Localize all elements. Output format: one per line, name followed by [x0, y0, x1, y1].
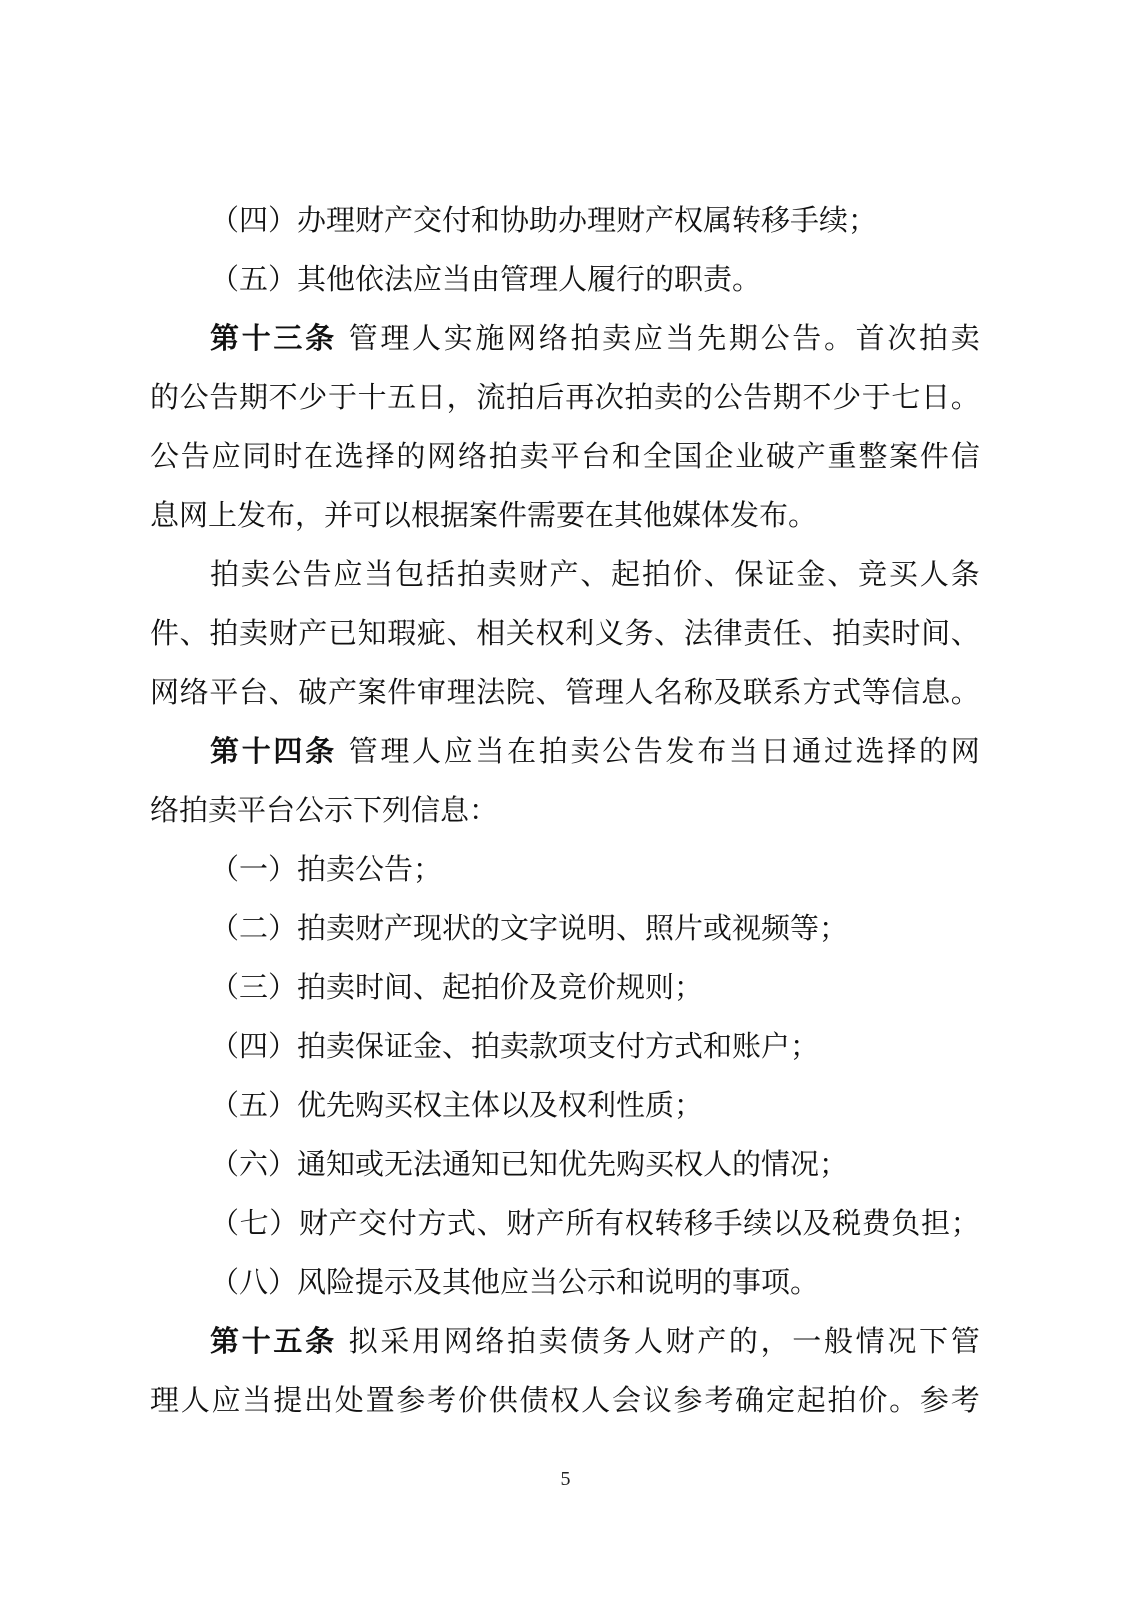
line-text: （五）其他依法应当由管理人履行的职责。 [210, 262, 762, 296]
line-text: （四）拍卖保证金、拍卖款项支付方式和账户； [210, 1029, 820, 1063]
text-line: 拍 卖 公 告 应 当 包 括 拍 卖 财 产 、 起 拍 价 、 保 证 金 、 竞 买 人 条 [210, 557, 980, 591]
line-text: （四）办理财产交付和协助办理财产权属转移手续； [210, 203, 878, 237]
text-line [210, 908, 980, 948]
text-line: 件 、 拍 卖 财 产 已 知 瑕 疵 、 相 关 权 利 义 务 、 法 律 责 任 、 拍 卖 时 间 、 [150, 616, 980, 650]
text-line [210, 259, 980, 299]
line-text: （一）拍卖公告； [210, 852, 443, 886]
text-line [210, 200, 980, 240]
page-number: 5 [560, 1468, 571, 1490]
text-line: 第 十 五 条 拟 采 用 网 络 拍 卖 债 务 人 财 产 的 ， 一 般 情 况 下 管 [210, 1324, 980, 1358]
text-line: （ 七 ） 财 产 交 付 方 式 、 财 产 所 有 权 转 移 手 续 以 及 税 费 负 担 ； [210, 1206, 980, 1240]
text-line [210, 967, 980, 1007]
text-line [150, 495, 980, 535]
text-line: 理 人 应 当 提 出 处 置 参 考 价 供 债 权 人 会 议 参 考 确 定 起 拍 价 。 参 考 [150, 1383, 980, 1417]
line-text: 络拍卖平台公示下列信息： [150, 793, 499, 827]
text-line: 第 十 四 条 管 理 人 应 当 在 拍 卖 公 告 发 布 当 日 通 过 选 择 的 网 [210, 734, 980, 768]
line-text: （八）风险提示及其他应当公示和说明的事项。 [210, 1265, 820, 1299]
text-line [210, 1026, 980, 1066]
text-line: 第 十 三 条 管 理 人 实 施 网 络 拍 卖 应 当 先 期 公 告 。 首 次 拍 卖 [210, 321, 980, 355]
text-line: 的 公 告 期 不 少 于 十 五 日 ， 流 拍 后 再 次 拍 卖 的 公 告 期 不 少 于 七 日 。 [150, 380, 980, 414]
line-text: （六）通知或无法通知已知优先购买权人的情况； [210, 1147, 849, 1181]
line-text: （二）拍卖财产现状的文字说明、照片或视频等； [210, 911, 849, 945]
text-line: 网 络 平 台 、 破 产 案 件 审 理 法 院 、 管 理 人 名 称 及 联 系 方 式 等 信 息 。 [150, 675, 980, 709]
text-line [210, 1262, 980, 1302]
text-line: 公 告 应 同 时 在 选 择 的 网 络 拍 卖 平 台 和 全 国 企 业 破 产 重 整 案 件 信 [150, 439, 980, 473]
text-line [210, 1144, 980, 1184]
line-text: （三）拍卖时间、起拍价及竞价规则； [210, 970, 704, 1004]
line-text: 息网上发布，并可以根据案件需要在其他媒体发布。 [150, 498, 818, 532]
text-line [210, 1085, 980, 1125]
text-line [150, 790, 980, 830]
text-line [210, 849, 980, 889]
line-text: （五）优先购买权主体以及权利性质； [210, 1088, 704, 1122]
